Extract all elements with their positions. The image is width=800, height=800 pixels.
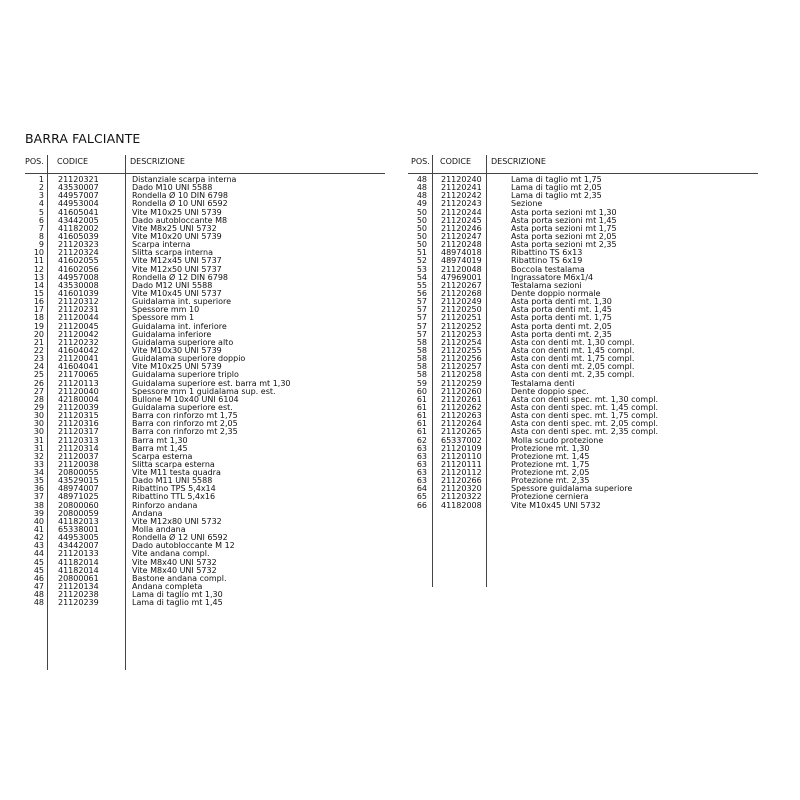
row-description: Vite M11 testa quadra [132, 468, 221, 478]
row-code: 21120042 [58, 329, 99, 339]
row-description: Spessore mm 1 [132, 313, 195, 323]
row-code: 20800060 [58, 500, 99, 510]
row-pos: 34 [33, 468, 44, 478]
table-row [25, 599, 291, 607]
row-description: Asta porta denti mt. 2,05 [511, 321, 612, 331]
row-description: Protezione mt. 1,75 [511, 459, 590, 469]
row-description: Asta con denti spec. mt. 2,35 compl. [511, 427, 659, 437]
row-code: 65337002 [441, 435, 482, 445]
row-pos: 16 [33, 297, 44, 307]
row-description: Testalama denti [511, 378, 575, 388]
row-description: Guidalama superiore triplo [132, 370, 239, 380]
row-code: 21120038 [58, 459, 99, 469]
row-pos: 1 [38, 175, 44, 184]
header-rule [25, 173, 385, 174]
row-description: Molla scudo protezione [511, 435, 604, 445]
row-pos: 42 [33, 533, 44, 543]
row-pos: 57 [416, 329, 427, 339]
row-description: Protezione mt. 1,30 [511, 443, 590, 453]
header-code: CODICE [57, 157, 89, 166]
row-description: Andana [132, 508, 163, 518]
row-description: Vite M8x40 UNI 5732 [132, 565, 217, 575]
row-description: Barra mt 1,30 [132, 435, 188, 445]
row-description: Guidalama int. superiore [132, 297, 232, 307]
row-pos: 60 [416, 386, 427, 396]
row-pos: 63 [416, 443, 427, 453]
row-code: 47969001 [441, 272, 482, 282]
row-code: 41602055 [58, 256, 99, 266]
row-description: Guidalama inferiore [132, 329, 212, 339]
row-code: 21120256 [441, 354, 482, 364]
row-pos: 57 [416, 305, 427, 315]
row-code: 21120112 [441, 468, 482, 478]
row-code: 21120255 [441, 345, 482, 355]
header-pos: POS. [25, 157, 44, 166]
table-header [408, 155, 758, 173]
row-description: Asta con denti spec. mt. 2,05 compl. [511, 419, 659, 429]
row-pos: 58 [416, 337, 427, 347]
row-description: Rinforzo andana [132, 500, 198, 510]
row-description: Andana completa [132, 582, 203, 592]
row-pos: 54 [416, 272, 427, 282]
row-description: Bullone M 10x40 UNI 6104 [132, 394, 239, 404]
row-pos: 27 [33, 386, 44, 396]
row-code: 21120321 [58, 175, 99, 184]
row-description: Asta con denti mt. 2,35 compl. [511, 370, 635, 380]
row-code: 21170065 [58, 370, 99, 380]
row-description: Protezione mt. 2,35 [511, 476, 590, 486]
row-pos: 57 [416, 321, 427, 331]
row-pos: 30 [33, 427, 44, 437]
row-pos: 50 [416, 215, 427, 225]
row-description: Guidalama int. inferiore [132, 321, 227, 331]
row-pos: 23 [33, 354, 44, 364]
row-code: 21120238 [58, 590, 99, 600]
row-code: 21120242 [441, 191, 482, 201]
row-pos: 38 [33, 500, 44, 510]
row-code: 41182014 [58, 557, 99, 567]
row-pos: 48 [33, 590, 44, 600]
row-pos: 58 [416, 354, 427, 364]
row-description: Guidalama superiore est. [132, 402, 233, 412]
row-description: Asta porta denti mt. 1,30 [511, 297, 612, 307]
row-code: 21120320 [441, 484, 482, 494]
row-code: 21120260 [441, 386, 482, 396]
parts-table-right [408, 155, 758, 587]
row-code: 21120257 [441, 362, 482, 372]
row-description: Dente doppio spec. [511, 386, 589, 396]
row-pos: 26 [33, 378, 44, 388]
row-description: Asta porta denti mt. 1,75 [511, 313, 612, 323]
header-description: DESCRIZIONE [130, 157, 185, 166]
row-description: Ingrassatore M6x1/4 [511, 272, 594, 282]
row-description: Rondella Ø 10 DIN 6798 [132, 191, 229, 201]
row-code: 21120313 [58, 435, 99, 445]
row-description: Lama di taglio mt 1,75 [511, 175, 602, 184]
row-pos: 63 [416, 451, 427, 461]
row-pos: 50 [416, 207, 427, 217]
row-code: 41182008 [441, 500, 482, 510]
row-pos: 39 [33, 508, 44, 518]
row-description: Vite andana compl. [132, 549, 210, 559]
row-code: 21120044 [58, 313, 99, 323]
row-description: Testalama sezioni [511, 280, 582, 290]
row-pos: 61 [416, 394, 427, 404]
row-code: 44953005 [58, 533, 99, 543]
row-pos: 8 [38, 231, 44, 241]
row-code: 41602056 [58, 264, 99, 274]
row-pos: 9 [38, 240, 44, 250]
row-pos: 43 [33, 541, 44, 551]
row-pos: 51 [416, 248, 427, 258]
row-code: 21120262 [441, 402, 482, 412]
row-description: Lama di taglio mt 1,30 [132, 590, 223, 600]
row-code: 42180004 [58, 394, 99, 404]
row-pos: 48 [416, 191, 427, 201]
row-description: Asta porta sezioni mt 2,05 [511, 231, 617, 241]
row-description: Vite M12x45 UNI 5737 [132, 256, 222, 266]
row-description: Vite M10x45 UNI 5737 [132, 288, 222, 298]
row-pos: 32 [33, 451, 44, 461]
row-pos: 61 [416, 419, 427, 429]
row-description: Asta con denti spec. mt. 1,45 compl. [511, 402, 659, 412]
row-pos: 63 [416, 459, 427, 469]
table-body [25, 176, 291, 607]
row-pos: 41 [33, 525, 44, 535]
row-pos: 40 [33, 516, 44, 526]
row-pos: 58 [416, 370, 427, 380]
row-description: Vite M10x20 UNI 5739 [132, 231, 222, 241]
row-code: 21120317 [58, 427, 99, 437]
row-pos: 63 [416, 468, 427, 478]
row-code: 48974018 [441, 248, 482, 258]
page-title: BARRA FALCIANTE [25, 131, 141, 146]
row-description: Asta porta sezioni mt 1,75 [511, 223, 617, 233]
row-code: 43442005 [58, 215, 99, 225]
row-pos: 36 [33, 484, 44, 494]
row-code: 21120111 [441, 459, 482, 469]
row-code: 21120109 [441, 443, 482, 453]
row-code: 21120251 [441, 313, 482, 323]
row-code: 21120133 [58, 549, 99, 559]
table-row [408, 502, 658, 510]
row-code: 41604042 [58, 345, 99, 355]
row-description: Asta con denti mt. 2,05 compl. [511, 362, 635, 372]
row-description: Dente doppio normale [511, 288, 601, 298]
row-description: Asta porta sezioni mt 1,30 [511, 207, 617, 217]
row-pos: 7 [38, 223, 44, 233]
row-code: 20800055 [58, 468, 99, 478]
row-pos: 50 [416, 240, 427, 250]
row-code: 21120040 [58, 386, 99, 396]
row-description: Rondella Ø 12 UNI 6592 [132, 533, 228, 543]
row-code: 21120113 [58, 378, 99, 388]
row-code: 21120265 [441, 427, 482, 437]
row-code: 21120240 [441, 175, 482, 184]
row-code: 21120110 [441, 451, 482, 461]
table-body [408, 176, 658, 510]
row-code: 41604041 [58, 362, 99, 372]
row-description: Slitta scarpa interna [132, 248, 213, 258]
row-code: 21120248 [441, 240, 482, 250]
row-description: Asta con denti mt. 1,30 compl. [511, 337, 635, 347]
row-pos: 50 [416, 223, 427, 233]
row-code: 21120037 [58, 451, 99, 461]
row-pos: 12 [33, 264, 44, 274]
row-code: 21120258 [441, 370, 482, 380]
row-pos: 56 [416, 288, 427, 298]
row-pos: 20 [33, 329, 44, 339]
row-pos: 58 [416, 362, 427, 372]
header-code: CODICE [440, 157, 472, 166]
row-pos: 2 [38, 183, 44, 193]
row-description: Distanziale scarpa interna [132, 175, 237, 184]
row-description: Vite M10x30 UNI 5739 [132, 345, 222, 355]
row-code: 21120261 [441, 394, 482, 404]
row-code: 21120254 [441, 337, 482, 347]
row-pos: 29 [33, 402, 44, 412]
row-code: 21120244 [441, 207, 482, 217]
row-description: Protezione cerniera [511, 492, 589, 502]
row-code: 21120266 [441, 476, 482, 486]
row-description: Molla andana [132, 525, 186, 535]
row-code: 21120239 [58, 598, 99, 608]
row-pos: 13 [33, 272, 44, 282]
row-pos: 24 [33, 362, 44, 372]
row-description: Ribattino TTL 5,4x16 [132, 492, 216, 502]
row-pos: 62 [416, 435, 427, 445]
table-header [25, 155, 385, 173]
row-code: 21120250 [441, 305, 482, 315]
row-code: 21120134 [58, 582, 99, 592]
row-description: Asta con denti mt. 1,45 compl. [511, 345, 635, 355]
row-code: 43530008 [58, 280, 99, 290]
row-code: 21120232 [58, 337, 99, 347]
row-pos: 17 [33, 305, 44, 315]
row-description: Ribattino TS 6x13 [511, 248, 583, 258]
row-pos: 30 [33, 411, 44, 421]
row-code: 21120243 [441, 199, 482, 209]
row-code: 21120247 [441, 231, 482, 241]
row-description: Vite M12x80 UNI 5732 [132, 516, 222, 526]
row-pos: 45 [33, 557, 44, 567]
row-pos: 53 [416, 264, 427, 274]
row-code: 21120268 [441, 288, 482, 298]
row-description: Spessore mm 1 guidalama sup. est. [132, 386, 276, 396]
row-pos: 48 [416, 183, 427, 193]
row-pos: 18 [33, 313, 44, 323]
row-code: 41182002 [58, 223, 99, 233]
row-description: Lama di taglio mt 2,05 [511, 183, 602, 193]
row-pos: 57 [416, 297, 427, 307]
row-pos: 63 [416, 476, 427, 486]
row-code: 20800059 [58, 508, 99, 518]
parts-table-left [25, 155, 385, 670]
row-pos: 50 [416, 231, 427, 241]
row-pos: 47 [33, 582, 44, 592]
row-pos: 64 [416, 484, 427, 494]
row-pos: 58 [416, 345, 427, 355]
row-description: Vite M12x50 UNI 5737 [132, 264, 222, 274]
row-pos: 11 [33, 256, 44, 266]
row-pos: 61 [416, 427, 427, 437]
row-code: 48971025 [58, 492, 99, 502]
row-description: Dado M12 UNI 5588 [132, 280, 213, 290]
row-description: Dado M11 UNI 5588 [132, 476, 213, 486]
row-code: 21120315 [58, 411, 99, 421]
row-description: Lama di taglio mt 1,45 [132, 598, 223, 608]
row-description: Protezione mt. 2,05 [511, 468, 590, 478]
row-description: Vite M10x45 UNI 5732 [511, 500, 601, 510]
row-description: Dado autobloccante M8 [132, 215, 228, 225]
row-description: Asta con denti spec. mt. 1,75 compl. [511, 411, 659, 421]
row-pos: 57 [416, 313, 427, 323]
row-description: Asta con denti spec. mt. 1,30 compl. [511, 394, 659, 404]
row-pos: 10 [33, 248, 44, 258]
row-pos: 33 [33, 459, 44, 469]
row-description: Rondella Ø 12 DIN 6798 [132, 272, 229, 282]
row-description: Barra con rinforzo mt 2,05 [132, 419, 238, 429]
row-code: 21120246 [441, 223, 482, 233]
row-description: Guidalama superiore alto [132, 337, 234, 347]
row-description: Guidalama superiore doppio [132, 354, 246, 364]
row-pos: 14 [33, 280, 44, 290]
row-description: Barra mt 1,45 [132, 443, 188, 453]
row-code: 21120259 [441, 378, 482, 388]
row-pos: 44 [33, 549, 44, 559]
row-pos: 65 [416, 492, 427, 502]
row-code: 41182014 [58, 565, 99, 575]
row-code: 43442007 [58, 541, 99, 551]
row-description: Asta porta sezioni mt 1,45 [511, 215, 617, 225]
row-pos: 46 [33, 573, 44, 583]
row-code: 21120253 [441, 329, 482, 339]
row-description: Barra con rinforzo mt 2,35 [132, 427, 238, 437]
row-code: 21120312 [58, 297, 99, 307]
row-code: 21120316 [58, 419, 99, 429]
row-pos: 15 [33, 288, 44, 298]
row-code: 41601039 [58, 288, 99, 298]
row-code: 21120314 [58, 443, 99, 453]
row-pos: 31 [33, 435, 44, 445]
row-pos: 6 [38, 215, 44, 225]
row-description: Ribattino TS 6x19 [511, 256, 583, 266]
row-description: Dado autobloccante M 12 [132, 541, 235, 551]
row-code: 21120231 [58, 305, 99, 315]
row-code: 44957008 [58, 272, 99, 282]
row-code: 21120267 [441, 280, 482, 290]
row-description: Asta porta sezioni mt 2,35 [511, 240, 617, 250]
row-code: 21120322 [441, 492, 482, 502]
row-code: 21120039 [58, 402, 99, 412]
row-description: Protezione mt. 1,45 [511, 451, 590, 461]
row-description: Lama di taglio mt 2,35 [511, 191, 602, 201]
row-pos: 19 [33, 321, 44, 331]
row-pos: 59 [416, 378, 427, 388]
row-pos: 30 [33, 419, 44, 429]
row-code: 21120323 [58, 240, 99, 250]
row-description: Vite M10x25 UNI 5739 [132, 207, 222, 217]
row-code: 21120324 [58, 248, 99, 258]
row-code: 21120241 [441, 183, 482, 193]
row-description: Spessore guidalama superiore [511, 484, 633, 494]
row-description: Asta porta denti mt. 2,35 [511, 329, 612, 339]
row-description: Vite M8x40 UNI 5732 [132, 557, 217, 567]
row-description: Asta porta denti mt. 1,45 [511, 305, 612, 315]
row-code: 41182013 [58, 516, 99, 526]
row-code: 20800061 [58, 573, 99, 583]
row-pos: 25 [33, 370, 44, 380]
row-code: 21120263 [441, 411, 482, 421]
row-description: Vite M10x25 UNI 5739 [132, 362, 222, 372]
row-code: 21120252 [441, 321, 482, 331]
row-code: 43530007 [58, 183, 99, 193]
row-description: Boccola testalama [511, 264, 585, 274]
header-pos: POS. [411, 157, 430, 166]
row-pos: 48 [33, 598, 44, 608]
row-code: 65338001 [58, 525, 99, 535]
row-code: 21120264 [441, 419, 482, 429]
row-description: Barra con rinforzo mt 1,75 [132, 411, 238, 421]
header-rule [408, 173, 758, 174]
row-pos: 61 [416, 411, 427, 421]
row-pos: 66 [416, 500, 427, 510]
row-pos: 45 [33, 565, 44, 575]
row-description: Bastone andana compl. [132, 573, 227, 583]
row-code: 41605041 [58, 207, 99, 217]
row-pos: 61 [416, 402, 427, 412]
row-pos: 52 [416, 256, 427, 266]
row-description: Ribattino TPS 5,4x14 [132, 484, 216, 494]
row-pos: 31 [33, 443, 44, 453]
row-pos: 28 [33, 394, 44, 404]
row-pos: 22 [33, 345, 44, 355]
row-code: 21120041 [58, 354, 99, 364]
row-description: Dado M10 UNI 5588 [132, 183, 213, 193]
row-description: Rondella Ø 10 UNI 6592 [132, 199, 228, 209]
header-description: DESCRIZIONE [491, 157, 546, 166]
row-code: 21120249 [441, 297, 482, 307]
row-code: 48974007 [58, 484, 99, 494]
row-description: Scarpa esterna [132, 451, 193, 461]
row-description: Spessore mm 10 [132, 305, 200, 315]
row-pos: 3 [38, 191, 44, 201]
row-description: Sezione [511, 199, 543, 209]
row-description: Slitta scarpa esterna [132, 459, 215, 469]
row-pos: 21 [33, 337, 44, 347]
row-code: 44953004 [58, 199, 99, 209]
row-pos: 55 [416, 280, 427, 290]
row-code: 21120045 [58, 321, 99, 331]
row-code: 41605039 [58, 231, 99, 241]
row-code: 48974019 [441, 256, 482, 266]
row-description: Vite M8x25 UNI 5732 [132, 223, 217, 233]
row-pos: 37 [33, 492, 44, 502]
row-code: 43529015 [58, 476, 99, 486]
row-description: Scarpa interna [132, 240, 191, 250]
row-pos: 35 [33, 476, 44, 486]
row-description: Guidalama superiore est. barra mt 1,30 [132, 378, 291, 388]
row-pos: 4 [38, 199, 44, 209]
row-description: Asta con denti mt. 1,75 compl. [511, 354, 635, 364]
row-code: 21120048 [441, 264, 482, 274]
row-code: 21120245 [441, 215, 482, 225]
row-pos: 48 [416, 175, 427, 184]
row-pos: 49 [416, 199, 427, 209]
row-pos: 5 [38, 207, 44, 217]
row-code: 44957007 [58, 191, 99, 201]
